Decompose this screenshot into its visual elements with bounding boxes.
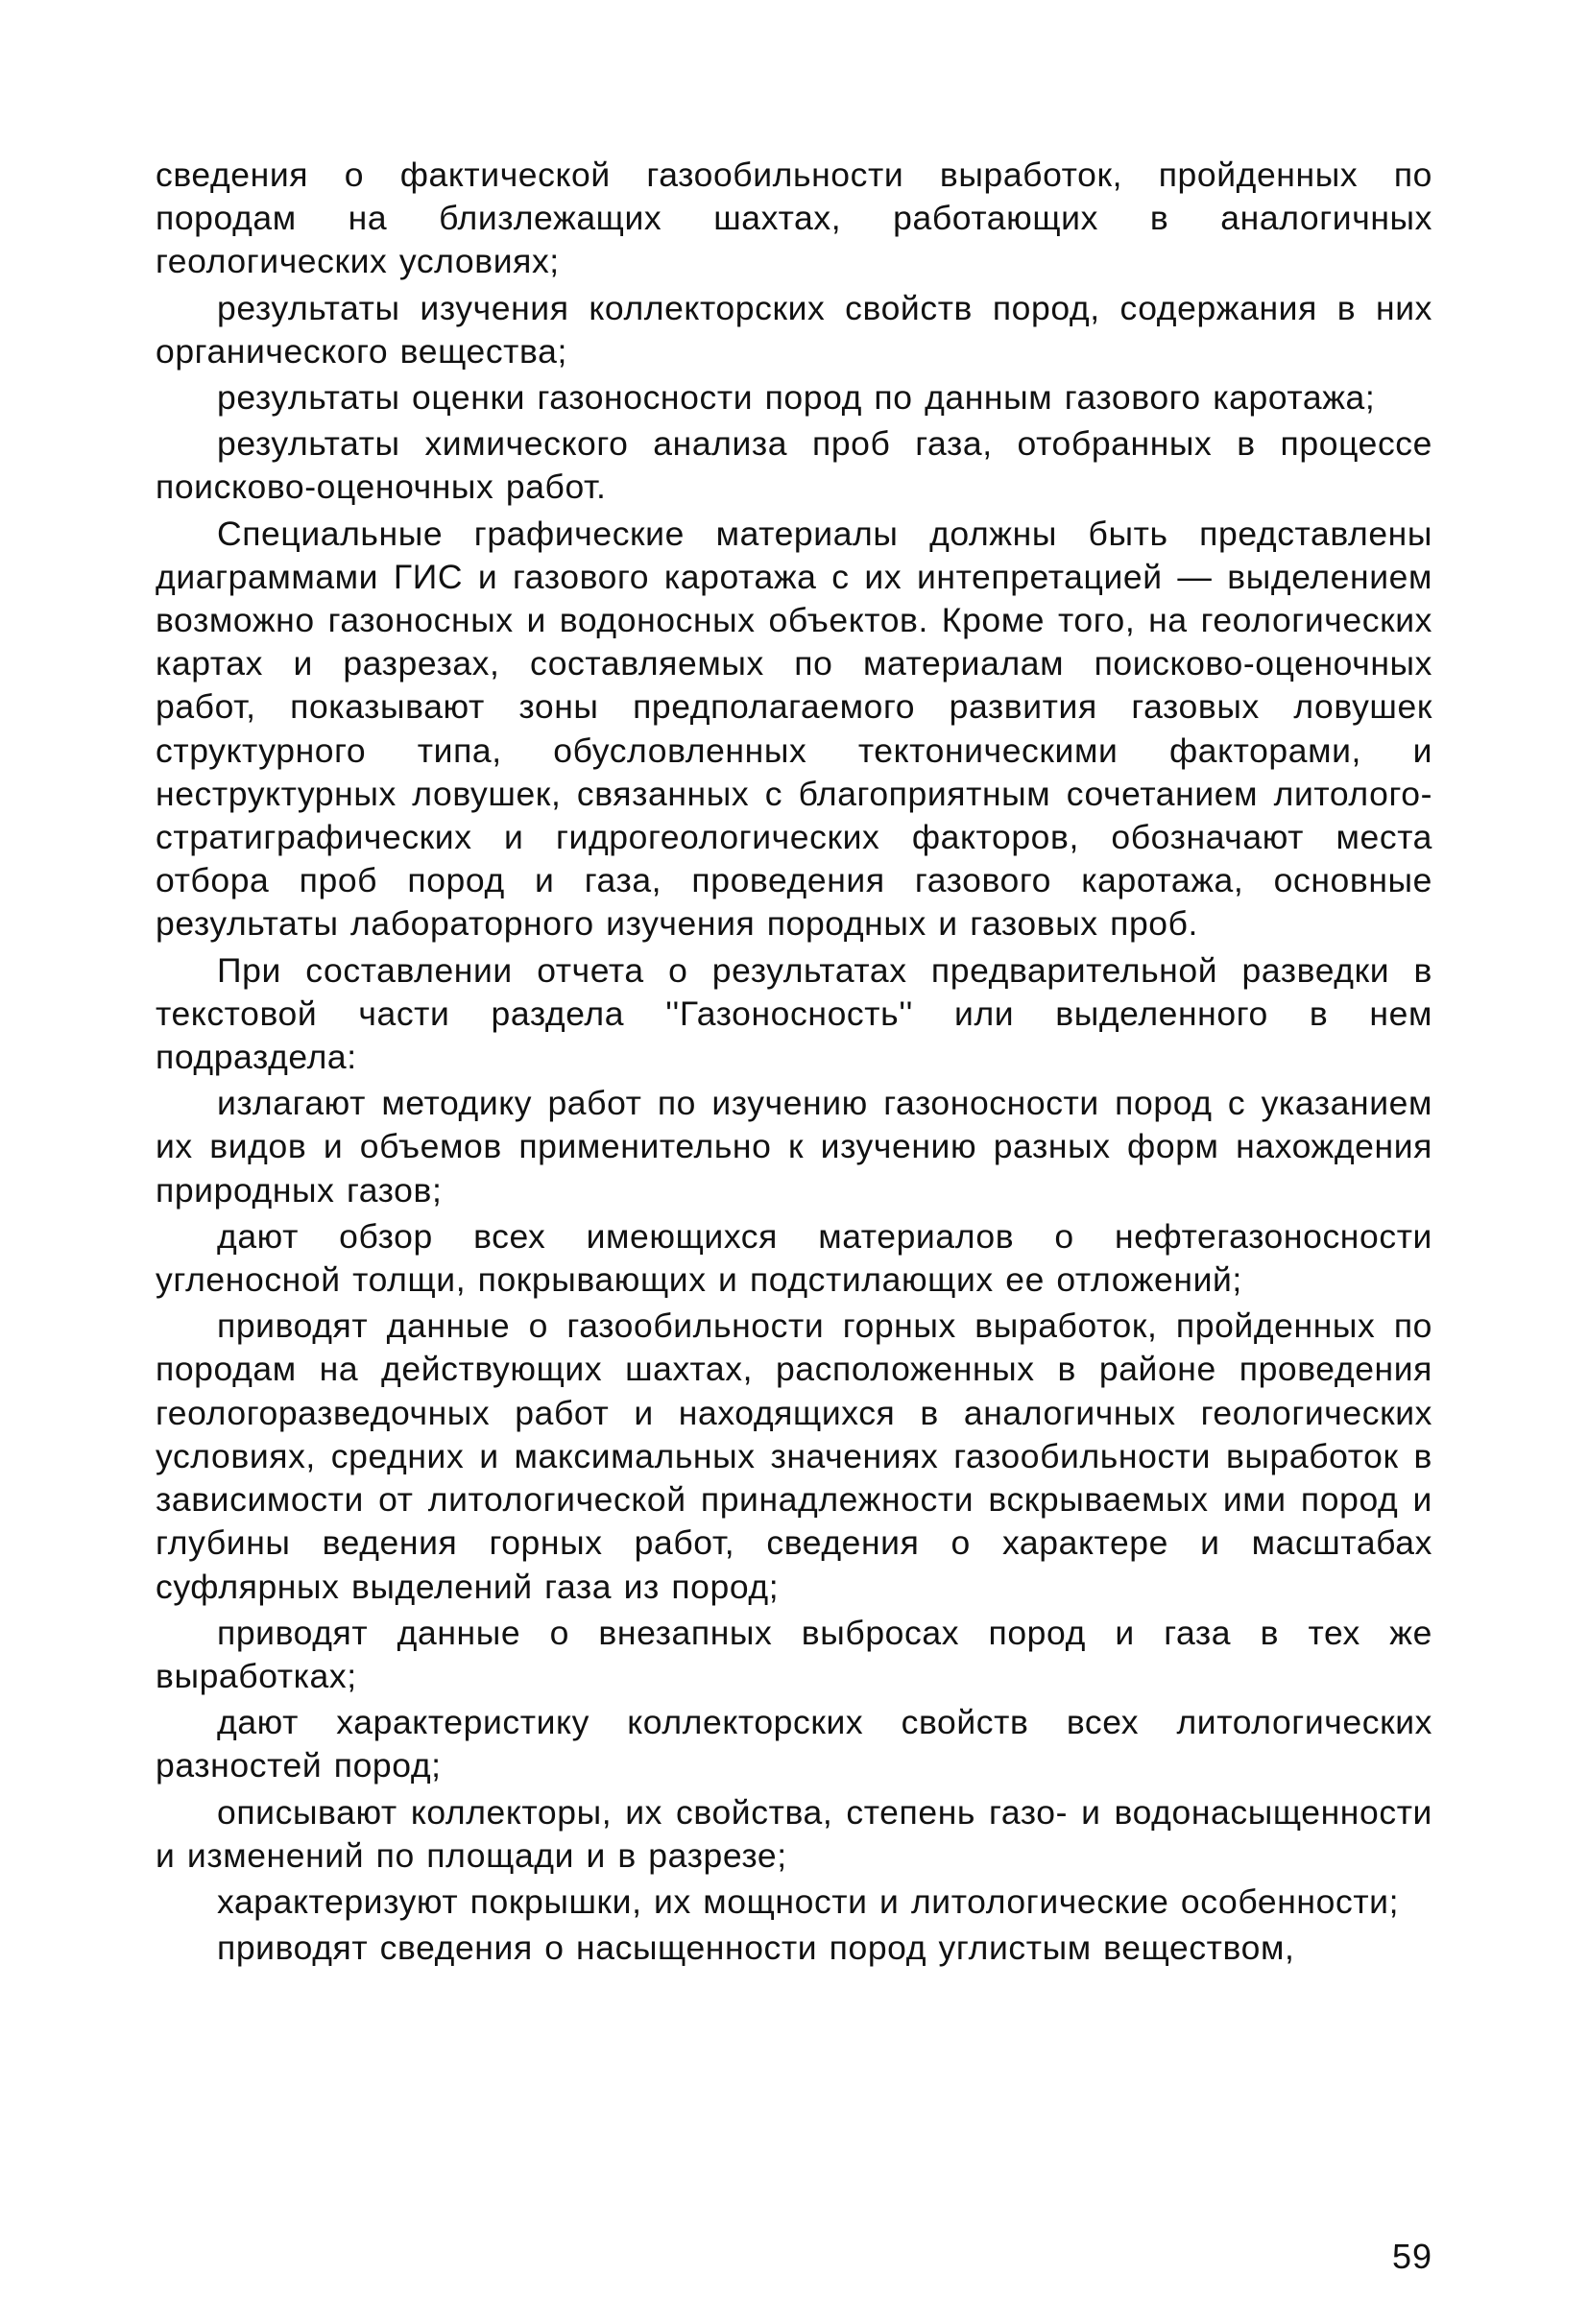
paragraph-12: описывают коллекторы, их свойства, степень газо- и водонасыщенности и изменений по площади и в разрезе; [156,1792,1432,1875]
paragraph-10: приводят данные о внезапных выбросах пород и газа в тех же выработках; [156,1613,1432,1695]
paragraph-5: Специальные графические материалы должны быть представлены диаграммами ГИС и газового каротажа с их интепретацией — выделением возможно газоносных и водоносных объектов. Кроме того, на геологических картах и разрезах, составляемых по материалам поисково-оценочных работ, показывают зоны предполагаемого развития газовых ловушек структурного типа, обусловленных тектоническими факторами, и неструктурных ловушек, связанных с благоприятным сочетанием литолого-стратиграфических и гидрогеологических факторов, обозначают места отбора проб пород и газа, проведения газового каротажа, основные результаты лабораторного изучения породных и газовых проб. [156,514,1432,944]
paragraph-9: приводят данные о газообильности горных выработок, пройденных по породам на действующих шахтах, расположенных в районе проведения геологоразведочных работ и находящихся в аналогичных геологических условиях, средних и максимальных значениях газообильности выработок в зависимости от литологической принадлежности вскрываемых ими пород и глубины ведения горных работ, сведения о характере и масштабах суфлярных выделений газа из пород; [156,1306,1432,1606]
paragraph-11: дают характеристику коллекторских свойств всех литологических разностей пород; [156,1703,1432,1785]
paragraph-2: результаты изучения коллекторских свойств пород, содержания в них органического вещества; [156,288,1432,371]
paragraph-7: излагают методику работ по изучению газоносности пород с указанием их видов и объемов применительно к изучению разных форм нахождения природных газов; [156,1084,1432,1210]
paragraph-8: дают обзор всех имеющихся материалов о нефтегазоносности угленосной толщи, покрывающих и подстилающих ее отложений; [156,1216,1432,1300]
paragraph-13: характеризуют покрышки, их мощности и литологические особенности; [217,1881,1400,1921]
paragraph-6: При составлении отчета о результатах предварительной разведки в текстовой части раздела ''Газоносность'' или выделенного в нем подраздела: [156,950,1432,1077]
paragraph-3: результаты оценки газоносности пород по данным газового каротажа; [217,378,1376,418]
page-number: 59 [1391,2237,1432,2276]
paragraph-1: сведения о фактической газообильности выработок, пройденных по породам на близлежащих шахтах, работающих в аналогичных геологических условиях; [156,156,1432,281]
page-body [156,154,1432,2169]
paragraph-4: результаты химического анализа проб газа, отобранных в процессе поисково-оценочных работ. [156,424,1432,507]
paragraph-14: приводят сведения о насыщенности пород углистым веществом, [217,1929,1295,1968]
